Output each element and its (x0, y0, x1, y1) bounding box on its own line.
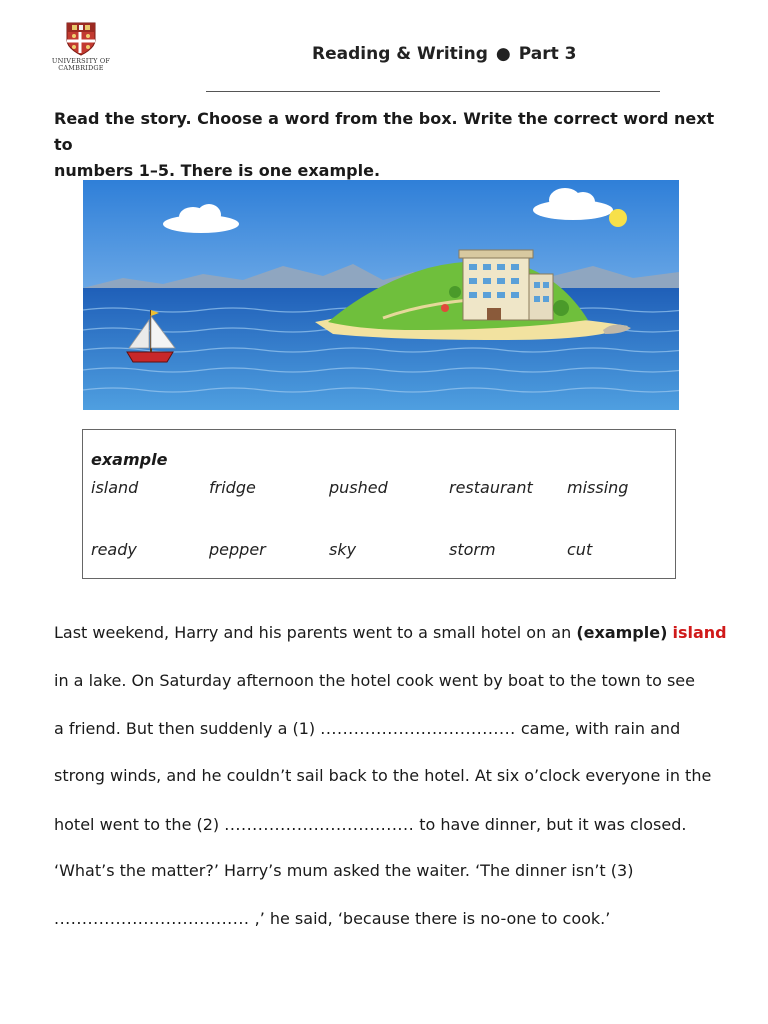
story-text: ,’ he said, ‘because there is no-one to cook.’ (249, 909, 611, 928)
story-text: came, with rain and (515, 719, 681, 738)
story-text: to have dinner, but it was closed. (414, 815, 687, 834)
logo-line2: CAMBRIDGE (58, 64, 104, 72)
instructions-line2: numbers 1–5. There is one example. (54, 161, 381, 180)
word-option: island (91, 478, 139, 497)
cambridge-logo (46, 22, 116, 72)
story-line-2: in a lake. On Saturday afternoon the hotel cook went by boat to the town to see (54, 671, 695, 690)
instructions-line1: Read the story. Choose a word from the box. Write the correct word next to (54, 109, 715, 154)
story-line-7 (54, 909, 744, 928)
word-option: pepper (209, 540, 266, 559)
shield-icon (66, 22, 96, 56)
story-line-3 (54, 719, 744, 738)
word-option: pushed (329, 478, 388, 497)
story-line-6: ‘What’s the matter?’ Harry’s mum asked the waiter. ‘The dinner isn’t (3) (54, 861, 634, 880)
example-label: example (91, 450, 168, 469)
example-tag: (example) (576, 623, 668, 642)
logo-line1: UNIVERSITY OF (51, 57, 111, 65)
separator-dot: ● (495, 44, 511, 64)
story-line-5 (54, 815, 744, 834)
part-title: Part 3 (518, 44, 577, 64)
story-line-1 (54, 623, 744, 642)
example-answer: island (672, 623, 727, 642)
word-option: restaurant (449, 478, 533, 497)
story-text: Last weekend, Harry and his parents went to a small hotel on an (54, 623, 577, 642)
word-option: ready (91, 540, 137, 559)
answer-blank-1[interactable]: ................................... (320, 719, 516, 738)
word-option: storm (449, 540, 496, 559)
header-divider (206, 91, 660, 92)
story-text: hotel went to the (2) (54, 815, 225, 834)
lake-island-illustration (83, 180, 679, 410)
story-line-4: strong winds, and he couldn’t sail back to the hotel. At six o’clock everyone in the (54, 766, 712, 785)
word-option: missing (567, 478, 629, 497)
sun (609, 209, 627, 227)
word-option: sky (329, 540, 357, 559)
answer-blank-3[interactable]: ................................... (54, 909, 250, 928)
word-option: fridge (209, 478, 256, 497)
word-box (82, 429, 676, 579)
instructions (54, 106, 734, 184)
word-option: cut (567, 540, 593, 559)
answer-blank-2[interactable]: .................................. (224, 815, 415, 834)
story-text: a friend. But then suddenly a (1) (54, 719, 321, 738)
section-title: Reading & Writing (312, 44, 488, 64)
page-header (312, 44, 577, 64)
